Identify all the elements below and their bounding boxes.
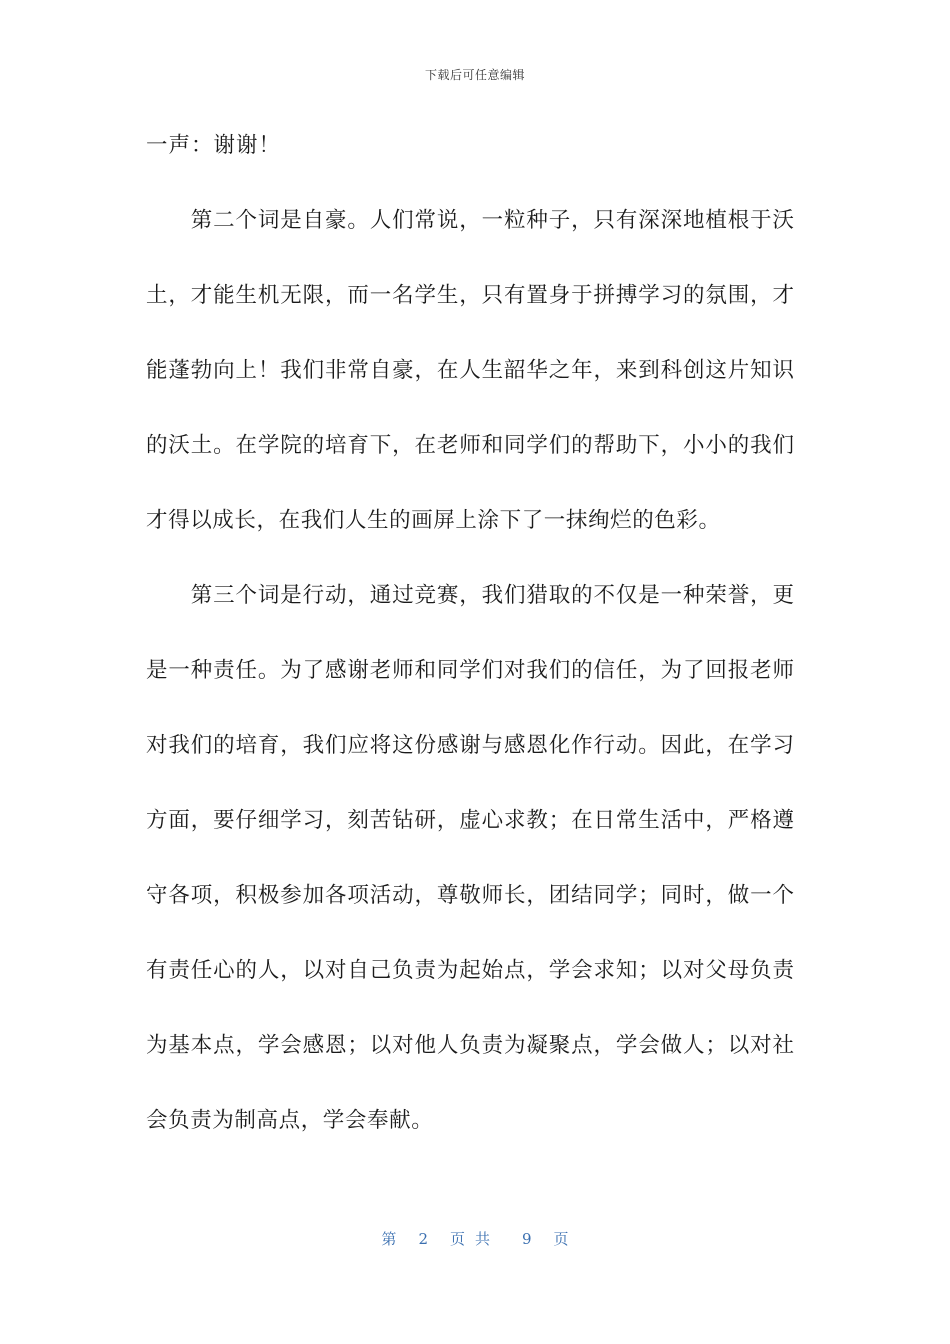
footer-suffix: 页 [553, 1230, 569, 1248]
text-line: 守各项，积极参加各项活动，尊敬师长，团结同学；同时，做一个 [146, 883, 794, 908]
page-footer [0, 1228, 950, 1249]
footer-middle: 页共 [449, 1230, 500, 1248]
text-line: 土，才能生机无限，而一名学生，只有置身于拼搏学习的氛围，才 [146, 283, 794, 308]
page-header-note: 下载后可任意编辑 [424, 68, 525, 82]
text-line: 会负责为制高点，学会奉献。 [146, 1108, 434, 1133]
document-body [146, 122, 794, 1172]
text-line: 一声：谢谢！ [146, 133, 282, 158]
text-line: 为基本点，学会感恩；以对他人负责为凝聚点，学会做人；以对社 [146, 1033, 794, 1058]
footer-prefix: 第 [381, 1230, 397, 1248]
text-line: 是一种责任。为了感谢老师和同学们对我们的信任，为了回报老师 [146, 658, 794, 683]
text-line: 才得以成长，在我们人生的画屏上涂下了一抹绚烂的色彩。 [146, 508, 721, 533]
text-line: 第二个词是自豪。人们常说，一粒种子，只有深深地植根于沃 [146, 208, 794, 233]
text-line: 的沃土。在学院的培育下，在老师和同学们的帮助下，小小的我们 [146, 433, 794, 458]
text-line: 对我们的培育，我们应将这份感谢与感恩化作行动。因此，在学习 [146, 733, 794, 758]
text-line: 能蓬勃向上！我们非常自豪，在人生韶华之年，来到科创这片知识 [146, 358, 794, 383]
total-pages-number: 9 [522, 1230, 532, 1248]
text-line: 方面，要仔细学习，刻苦钻研，虚心求教；在日常生活中，严格遵 [146, 808, 794, 833]
current-page-number: 2 [418, 1230, 428, 1248]
text-line: 第三个词是行动，通过竞赛，我们猎取的不仅是一种荣誉，更 [146, 583, 794, 608]
text-line: 有责任心的人，以对自己负责为起始点，学会求知；以对父母负责 [146, 958, 794, 983]
